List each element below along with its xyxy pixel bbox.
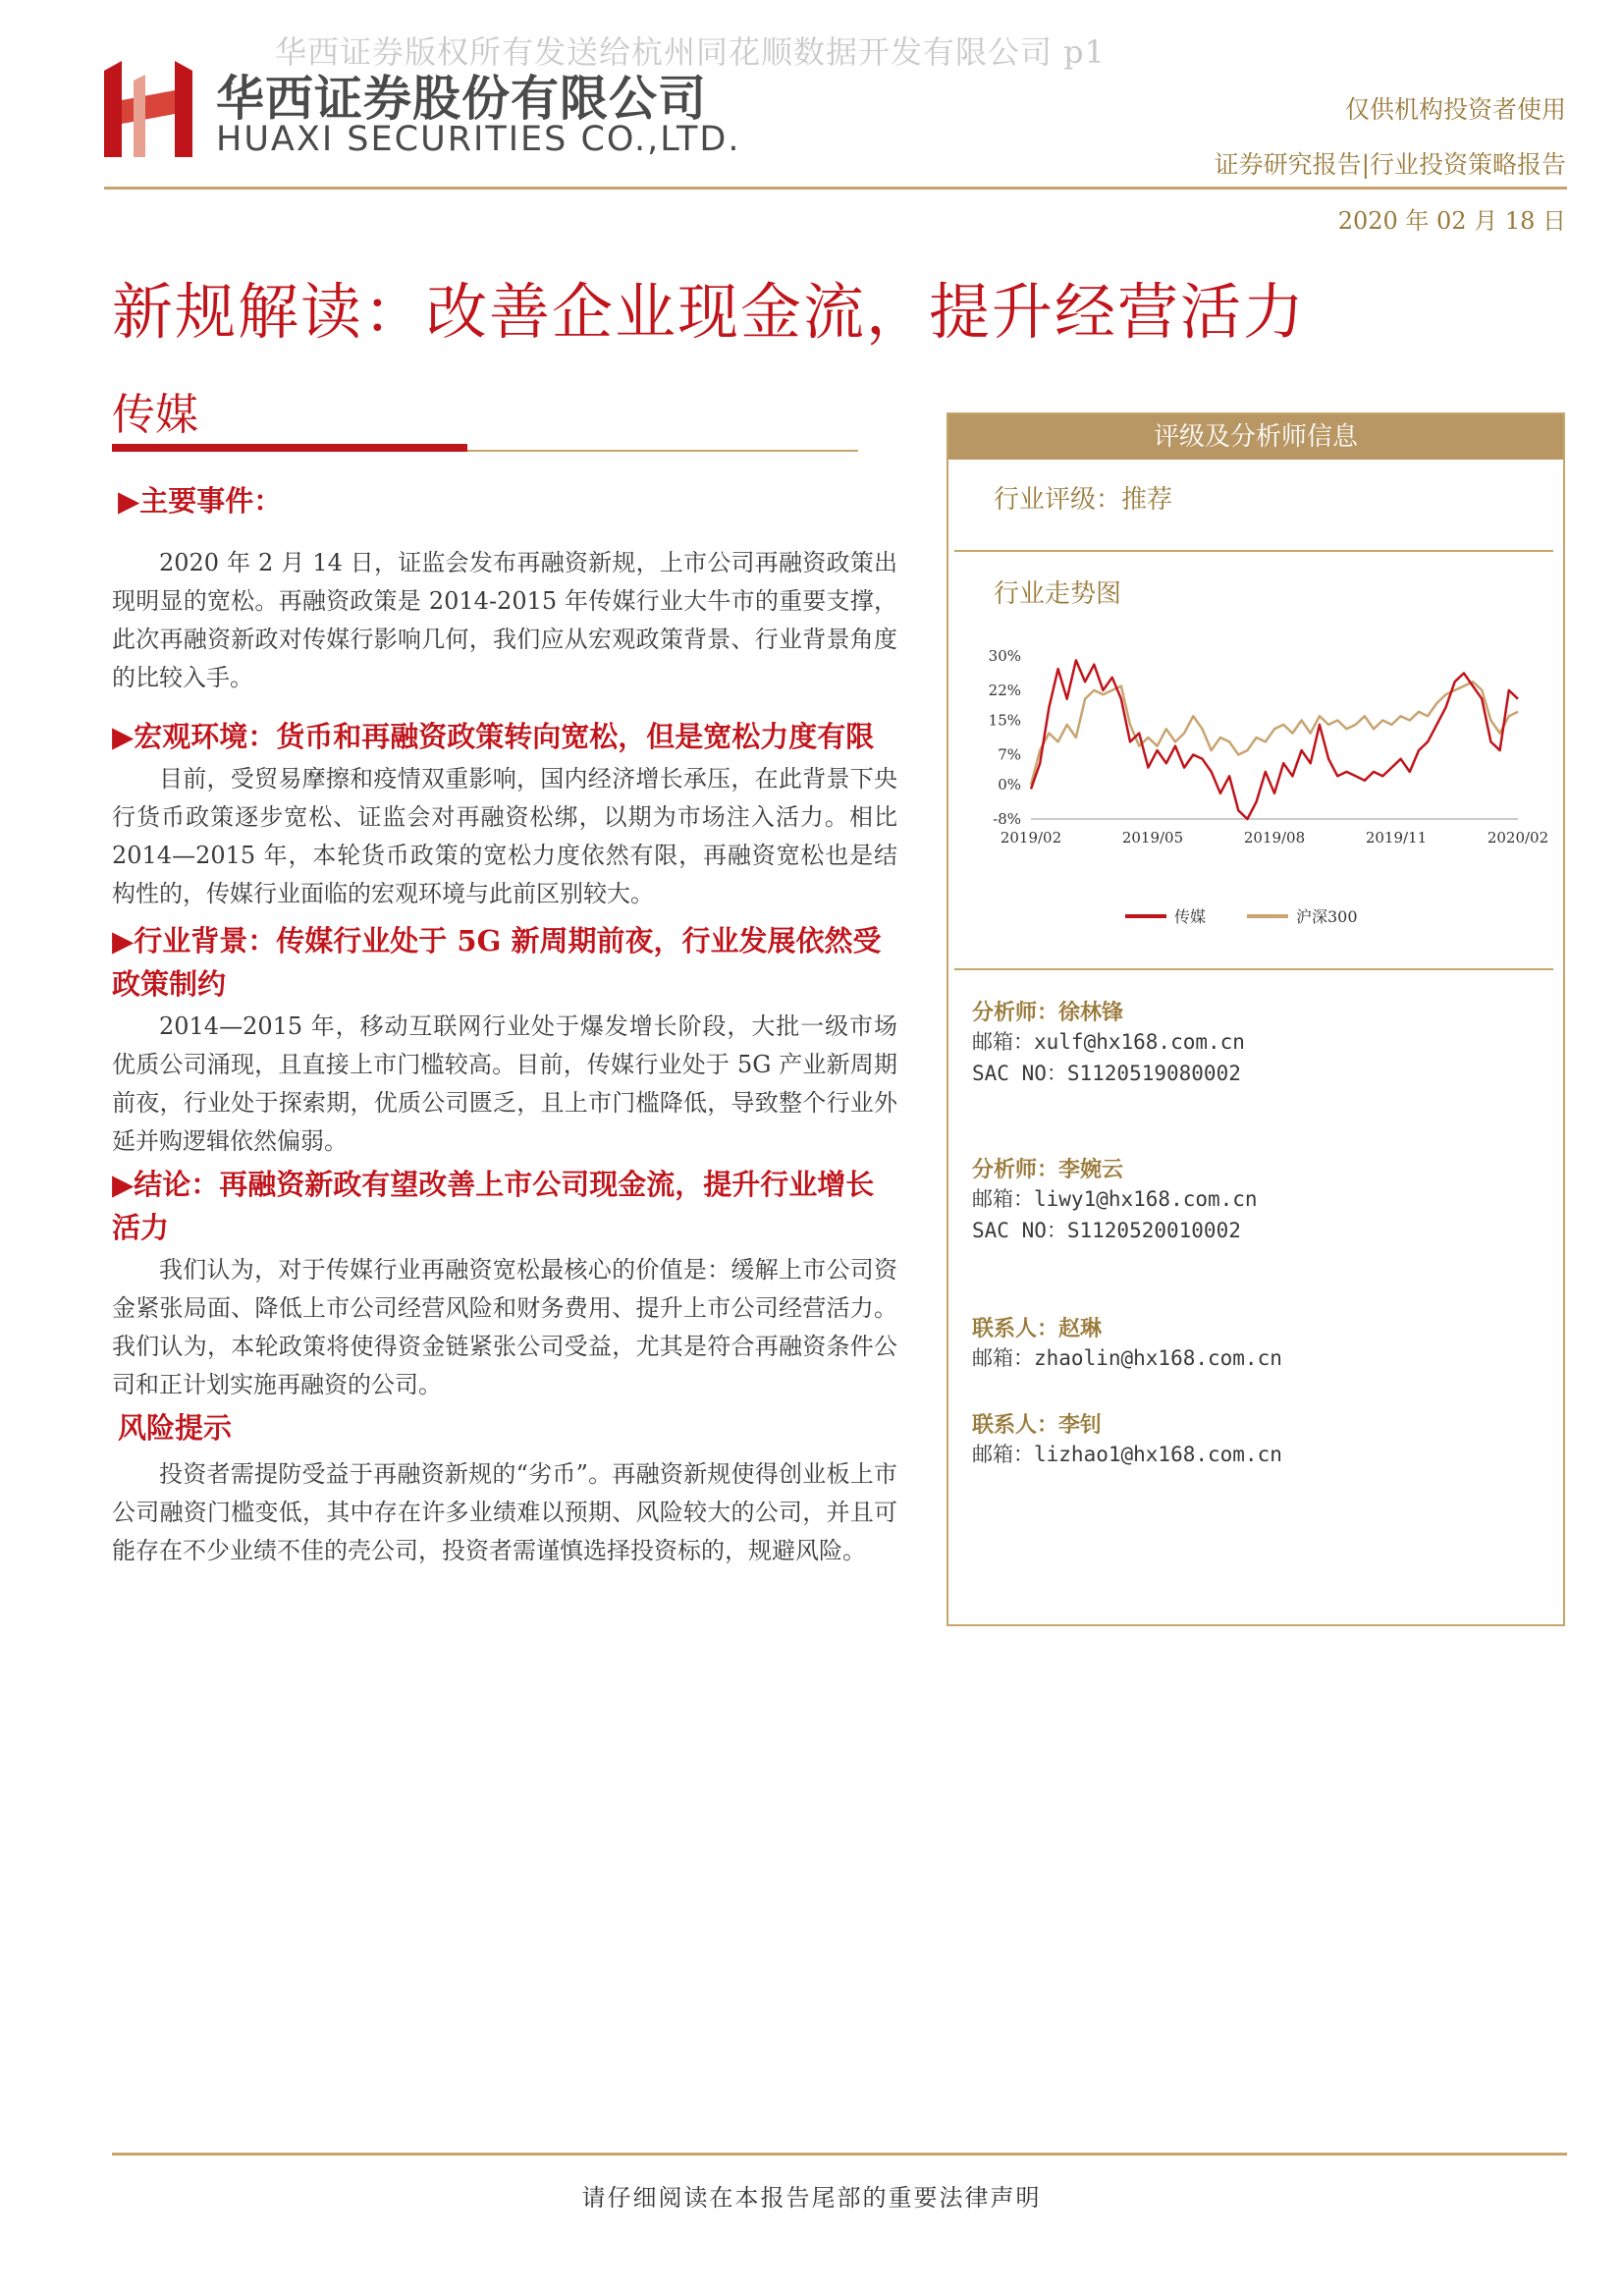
trend-chart [968, 646, 1557, 882]
analyst-name: 分析师：徐林锋 [972, 1001, 1124, 1025]
section-risk [112, 1406, 897, 1570]
section-heading: ▶主要事件： [118, 484, 283, 518]
report-title: 新规解读：改善企业现金流，提升经营活力 [112, 276, 1307, 348]
footer-disclaimer: 请仔细阅读在本报告尾部的重要法律声明 [581, 2184, 1042, 2212]
section-industry [112, 919, 897, 1161]
company-name-en: HUAXI SECURITIES CO.,LTD. [216, 120, 741, 159]
section-heading: ▶行业背景：传媒行业处于 5G 新周期前夜，行业发展依然受政策制约 [112, 924, 882, 1001]
y-tick-label: -8% [993, 810, 1021, 828]
section-heading: 风险提示 [118, 1411, 233, 1445]
x-tick-label: 2019/11 [1365, 829, 1428, 847]
analyst-sac: SAC NO：S1120519080002 [972, 1062, 1241, 1085]
trend-chart-label: 行业走势图 [994, 579, 1122, 609]
main-content [112, 479, 897, 1570]
contact-email[interactable]: 邮箱：lizhao1@hx168.com.cn [972, 1443, 1282, 1466]
section-body: 2020 年 2 月 14 日，证监会发布再融资新规，上市公司再融资政策出现明显的宽松。再融资政策是 2014-2015 年传媒行业大牛市的重要支撑，此次再融资新政对传媒行影响几何，我们应从宏观政策背景、行业背景角度的比较入手。 [112, 549, 897, 691]
analyst-sac: SAC NO：S1120520010002 [972, 1219, 1241, 1242]
analyst-card [972, 1153, 1551, 1312]
section-conclusion [112, 1163, 897, 1404]
analyst-card [972, 996, 1551, 1153]
y-tick-label: 0% [998, 776, 1021, 794]
sector-underline-gold [467, 450, 858, 452]
usage-note: 仅供机构投资者使用 [1344, 95, 1566, 124]
report-date: 2020 年 02 月 18 日 [1337, 207, 1566, 235]
header-divider [104, 187, 1567, 190]
x-tick-label: 2019/08 [1243, 829, 1306, 847]
x-tick-label: 2019/02 [1000, 829, 1062, 847]
contact-name: 联系人：赵琳 [972, 1317, 1103, 1341]
series-line-media [1031, 660, 1518, 819]
contact-card [972, 1312, 1551, 1408]
sector-name: 传媒 [112, 390, 198, 440]
y-tick-label: 7% [998, 745, 1021, 764]
analyst-name: 分析师：李婉云 [972, 1158, 1124, 1182]
section-body: 目前，受贸易摩擦和疫情双重影响，国内经济增长承压，在此背景下央行货币政策逐步宽松、证监会对再融资松绑，以期为市场注入活力。相比 2014—2015 年，本轮货币政策的宽松力度依然有限，再融资宽松也是结构性的，传媒行业面临的宏观环境与此前区别较大。 [112, 765, 897, 907]
analyst-list [972, 996, 1551, 1470]
sidebar-divider [954, 968, 1553, 970]
y-tick-label: 22% [988, 681, 1021, 699]
section-body: 2014—2015 年，移动互联网行业处于爆发增长阶段，大批一级市场优质公司涌现，且直接上市门槛较高。目前，传媒行业处于 5G 产业新周期前夜，行业处于探索期，优质公司匮乏，且上市门槛降低，导致整个行业外延并购逻辑依然偏弱。 [112, 1012, 897, 1155]
industry-rating: 行业评级：推荐 [994, 485, 1173, 515]
contact-card [972, 1408, 1551, 1470]
sidebar-header: 评级及分析师信息 [948, 414, 1563, 460]
x-tick-label: 2020/02 [1487, 829, 1549, 847]
company-logo [104, 61, 192, 157]
report-type: 证券研究报告|行业投资策略报告 [1214, 150, 1566, 179]
section-body: 投资者需提防受益于再融资新规的“劣币”。再融资新规使得创业板上市公司融资门槛变低，其中存在许多业绩难以预期、风险较大的公司，并且可能存在不少业绩不佳的壳公司，投资者需谨慎选择投资标的，规避风险。 [112, 1460, 897, 1564]
sector-underline-red [112, 444, 467, 452]
chart-legend [1125, 902, 1420, 931]
section-macro [112, 715, 897, 913]
analyst-email[interactable]: 邮箱：xulf@hx168.com.cn [972, 1030, 1245, 1054]
section-main-event [112, 479, 897, 697]
y-tick-label: 30% [988, 647, 1021, 665]
y-tick-label: 15% [988, 711, 1021, 730]
footer-divider [112, 2153, 1567, 2156]
legend-label-hs300: 沪深300 [1296, 907, 1358, 926]
x-tick-label: 2019/05 [1121, 829, 1184, 847]
watermark: 华西证券版权所有发送给杭州同花顺数据开发有限公司 p1 [275, 33, 1107, 71]
sidebar-divider [954, 550, 1553, 552]
analyst-sidebar [947, 412, 1565, 1626]
section-heading: ▶结论：再融资新政有望改善上市公司现金流，提升行业增长活力 [112, 1168, 875, 1244]
section-heading: ▶宏观环境：货币和再融资政策转向宽松，但是宽松力度有限 [112, 720, 875, 753]
company-name-cn: 华西证券股份有限公司 [216, 71, 708, 127]
section-body: 我们认为，对于传媒行业再融资宽松最核心的价值是：缓解上市公司资金紧张局面、降低上市公司经营风险和财务费用、提升上市公司经营活力。我们认为，本轮政策将使得资金链紧张公司受益，尤其是符合再融资条件公司和正计划实施再融资的公司。 [112, 1256, 897, 1398]
contact-name: 联系人：李钊 [972, 1413, 1103, 1438]
series-line-hs300 [1031, 682, 1518, 785]
contact-email[interactable]: 邮箱：zhaolin@hx168.com.cn [972, 1346, 1282, 1370]
analyst-email[interactable]: 邮箱：liwy1@hx168.com.cn [972, 1187, 1258, 1211]
legend-label-media: 传媒 [1174, 907, 1207, 926]
